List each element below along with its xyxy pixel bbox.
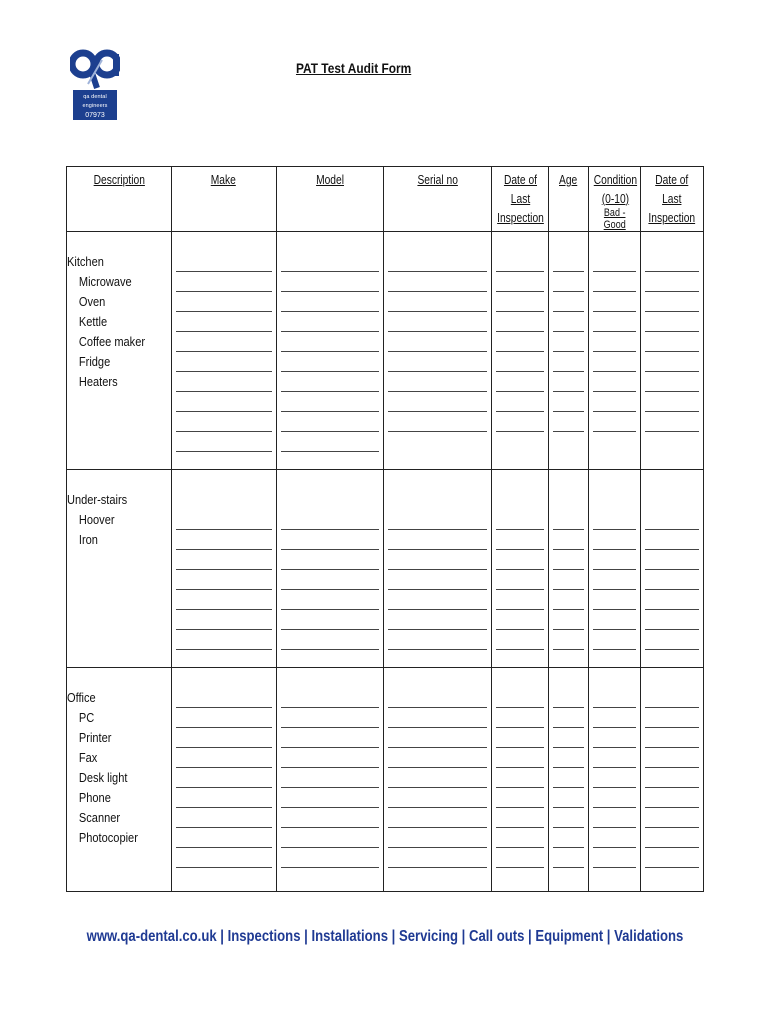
fill-in-line[interactable]	[281, 570, 380, 590]
fill-in-line[interactable]	[593, 610, 636, 630]
fill-in-line[interactable]	[496, 788, 543, 808]
fill-in-line[interactable]	[281, 828, 380, 848]
fill-in-line[interactable]	[281, 708, 380, 728]
item-label: Fridge	[78, 354, 111, 369]
header-row	[67, 167, 704, 232]
fill-in-line[interactable]	[553, 570, 584, 590]
cell-model	[276, 232, 384, 470]
cell-date	[492, 232, 548, 470]
fill-in-line[interactable]	[176, 272, 272, 292]
fill-in-line[interactable]	[176, 352, 272, 372]
cell-date	[492, 470, 548, 668]
fill-in-line[interactable]	[281, 728, 380, 748]
fill-in-line[interactable]	[553, 848, 584, 868]
fill-in-line[interactable]	[645, 808, 699, 828]
fill-in-line[interactable]	[593, 590, 636, 610]
fill-in-line[interactable]	[593, 708, 636, 728]
item-label: Fax	[78, 750, 98, 765]
item-label: Scanner	[78, 810, 121, 825]
col-age: Age	[548, 167, 588, 232]
fill-in-line[interactable]	[645, 412, 699, 432]
fill-in-line[interactable]	[553, 372, 584, 392]
fill-in-line[interactable]	[593, 570, 636, 590]
fill-in-line[interactable]	[593, 788, 636, 808]
fill-in-line[interactable]	[496, 630, 543, 650]
fill-in-line[interactable]	[496, 828, 543, 848]
fill-in-line[interactable]	[176, 372, 272, 392]
fill-in-line[interactable]	[388, 708, 487, 728]
fill-in-line[interactable]	[496, 688, 543, 708]
item-label: PC	[78, 710, 95, 725]
fill-in-line[interactable]	[176, 828, 272, 848]
item-label: Desk light	[78, 770, 128, 785]
cell-serial	[384, 470, 492, 668]
fill-in-line[interactable]	[645, 708, 699, 728]
logo-company-name: qa dental engineers	[82, 94, 108, 109]
section-row	[67, 668, 704, 892]
section-heading: Office	[67, 690, 96, 705]
fill-in-line[interactable]	[388, 590, 487, 610]
fill-in-line[interactable]	[281, 748, 380, 768]
fill-in-line[interactable]	[553, 352, 584, 372]
fill-in-line[interactable]	[176, 768, 272, 788]
cell-condition	[589, 668, 641, 892]
fill-in-line[interactable]	[281, 768, 380, 788]
item-label: Coffee maker	[78, 334, 146, 349]
fill-in-line[interactable]	[496, 728, 543, 748]
fill-in-line[interactable]	[645, 610, 699, 630]
fill-in-line[interactable]	[553, 392, 584, 412]
fill-in-line[interactable]	[176, 412, 272, 432]
fill-in-line[interactable]	[645, 332, 699, 352]
section-row	[67, 470, 704, 668]
fill-in-line[interactable]	[593, 848, 636, 868]
col-date-last-inspection: Date of Last Inspection	[492, 167, 548, 232]
cell-serial	[384, 232, 492, 470]
fill-in-line[interactable]	[388, 688, 487, 708]
fill-in-line[interactable]	[388, 372, 487, 392]
fill-in-line[interactable]	[388, 292, 487, 312]
fill-in-line[interactable]	[593, 808, 636, 828]
fill-in-line[interactable]	[593, 252, 636, 272]
fill-in-line[interactable]	[553, 630, 584, 650]
fill-in-line[interactable]	[176, 530, 272, 550]
fill-in-line[interactable]	[645, 252, 699, 272]
cell-age	[548, 668, 588, 892]
fill-in-line[interactable]	[553, 828, 584, 848]
fill-in-line[interactable]	[496, 748, 543, 768]
item-label: Heaters	[78, 374, 118, 389]
fill-in-line[interactable]	[388, 252, 487, 272]
col-serial: Serial no	[384, 167, 492, 232]
fill-in-line[interactable]	[553, 788, 584, 808]
fill-in-line[interactable]	[388, 848, 487, 868]
section-description	[67, 232, 172, 470]
cell-age	[548, 470, 588, 668]
fill-in-line[interactable]	[281, 530, 380, 550]
fill-in-line[interactable]	[281, 630, 380, 650]
fill-in-line[interactable]	[176, 252, 272, 272]
fill-in-line[interactable]	[281, 352, 380, 372]
cell-age	[548, 232, 588, 470]
fill-in-line[interactable]	[593, 550, 636, 570]
fill-in-line[interactable]	[645, 728, 699, 748]
fill-in-line[interactable]	[496, 352, 543, 372]
fill-in-line[interactable]	[496, 392, 543, 412]
cell-condition	[589, 232, 641, 470]
page-title: PAT Test Audit Form	[295, 60, 412, 76]
cell-model	[276, 668, 384, 892]
item-label: Phone	[78, 790, 111, 805]
fill-in-line[interactable]	[281, 788, 380, 808]
fill-in-line[interactable]	[593, 748, 636, 768]
fill-in-line[interactable]	[553, 510, 584, 530]
fill-in-line[interactable]	[593, 728, 636, 748]
fill-in-line[interactable]	[553, 728, 584, 748]
fill-in-line[interactable]	[281, 372, 380, 392]
cell-condition	[589, 470, 641, 668]
fill-in-line[interactable]	[645, 292, 699, 312]
cell-model	[276, 470, 384, 668]
fill-in-line[interactable]	[176, 728, 272, 748]
fill-in-line[interactable]	[176, 292, 272, 312]
section-description	[67, 668, 172, 892]
fill-in-line[interactable]	[496, 590, 543, 610]
fill-in-line[interactable]	[496, 768, 543, 788]
col-description: Description	[67, 167, 172, 232]
fill-in-line[interactable]	[553, 312, 584, 332]
fill-in-line[interactable]	[281, 292, 380, 312]
fill-in-line[interactable]	[645, 590, 699, 610]
fill-in-line[interactable]	[496, 332, 543, 352]
fill-in-line[interactable]	[496, 372, 543, 392]
col-model: Model	[276, 167, 384, 232]
fill-in-line[interactable]	[388, 550, 487, 570]
fill-in-line[interactable]	[176, 808, 272, 828]
fill-in-line[interactable]	[388, 392, 487, 412]
section-heading: Under-stairs	[67, 492, 128, 507]
fill-in-line[interactable]	[645, 272, 699, 292]
fill-in-line[interactable]	[388, 570, 487, 590]
fill-in-line[interactable]	[645, 510, 699, 530]
fill-in-line[interactable]	[553, 610, 584, 630]
fill-in-line[interactable]	[176, 510, 272, 530]
logo-contact-box	[73, 90, 117, 128]
fill-in-line[interactable]	[593, 510, 636, 530]
fill-in-line[interactable]	[176, 432, 272, 452]
fill-in-line[interactable]	[176, 312, 272, 332]
fill-in-line[interactable]	[553, 550, 584, 570]
fill-in-line[interactable]	[645, 570, 699, 590]
footer-links: www.qa-dental.co.uk | Inspections | Installations | Servicing | Call outs | Equipment | Validations	[86, 928, 684, 945]
fill-in-line[interactable]	[281, 808, 380, 828]
fill-in-line[interactable]	[645, 688, 699, 708]
condition-scale: Bad - Good	[603, 207, 626, 231]
fill-in-line[interactable]	[281, 252, 380, 272]
fill-in-line[interactable]	[553, 272, 584, 292]
audit-table	[66, 166, 704, 892]
fill-in-line[interactable]	[593, 372, 636, 392]
fill-in-line[interactable]	[645, 372, 699, 392]
fill-in-line[interactable]	[593, 292, 636, 312]
fill-in-line[interactable]	[645, 312, 699, 332]
fill-in-line[interactable]	[176, 748, 272, 768]
cell-date2	[641, 668, 704, 892]
fill-in-line[interactable]	[176, 688, 272, 708]
fill-in-line[interactable]	[281, 688, 380, 708]
fill-in-line[interactable]	[645, 788, 699, 808]
section-row	[67, 232, 704, 470]
fill-in-line[interactable]	[176, 392, 272, 412]
fill-in-line[interactable]	[281, 312, 380, 332]
fill-in-line[interactable]	[176, 788, 272, 808]
fill-in-line[interactable]	[496, 312, 543, 332]
fill-in-line[interactable]	[176, 332, 272, 352]
fill-in-line[interactable]	[553, 768, 584, 788]
fill-in-line[interactable]	[645, 828, 699, 848]
fill-in-line[interactable]	[388, 728, 487, 748]
fill-in-line[interactable]	[593, 412, 636, 432]
fill-in-line[interactable]	[176, 610, 272, 630]
fill-in-line[interactable]	[388, 768, 487, 788]
section-heading: Kitchen	[67, 254, 104, 269]
fill-in-line[interactable]	[645, 748, 699, 768]
fill-in-line[interactable]	[496, 412, 543, 432]
fill-in-line[interactable]	[281, 590, 380, 610]
section-description	[67, 470, 172, 668]
fill-in-line[interactable]	[593, 768, 636, 788]
fill-in-line[interactable]	[388, 352, 487, 372]
fill-in-line[interactable]	[496, 708, 543, 728]
cell-date2	[641, 232, 704, 470]
fill-in-line[interactable]	[281, 412, 380, 432]
fill-in-line[interactable]	[553, 530, 584, 550]
fill-in-line[interactable]	[593, 352, 636, 372]
fill-in-line[interactable]	[496, 292, 543, 312]
logo-phone: 07973 739737	[83, 112, 107, 128]
fill-in-line[interactable]	[388, 828, 487, 848]
fill-in-line[interactable]	[553, 688, 584, 708]
fill-in-line[interactable]	[281, 332, 380, 352]
col-condition: Condition (0-10) Bad - Good	[589, 167, 641, 232]
fill-in-line[interactable]	[645, 768, 699, 788]
fill-in-line[interactable]	[496, 272, 543, 292]
fill-in-line[interactable]	[553, 748, 584, 768]
fill-in-line[interactable]	[496, 510, 543, 530]
fill-in-line[interactable]	[553, 412, 584, 432]
fill-in-line[interactable]	[176, 590, 272, 610]
fill-in-line[interactable]	[593, 272, 636, 292]
fill-in-line[interactable]	[388, 748, 487, 768]
fill-in-line[interactable]	[281, 392, 380, 412]
fill-in-line[interactable]	[281, 272, 380, 292]
fill-in-line[interactable]	[593, 530, 636, 550]
col-make: Make	[171, 167, 276, 232]
fill-in-line[interactable]	[593, 688, 636, 708]
fill-in-line[interactable]	[388, 272, 487, 292]
cell-serial	[384, 668, 492, 892]
fill-in-line[interactable]	[496, 570, 543, 590]
fill-in-line[interactable]	[553, 808, 584, 828]
item-label: Printer	[78, 730, 112, 745]
fill-in-line[interactable]	[593, 332, 636, 352]
item-label: Kettle	[78, 314, 108, 329]
fill-in-line[interactable]	[593, 630, 636, 650]
fill-in-line[interactable]	[388, 788, 487, 808]
fill-in-line[interactable]	[496, 808, 543, 828]
company-logo	[70, 40, 120, 128]
fill-in-line[interactable]	[176, 570, 272, 590]
fill-in-line[interactable]	[176, 630, 272, 650]
fill-in-line[interactable]	[645, 550, 699, 570]
fill-in-line[interactable]	[593, 828, 636, 848]
fill-in-line[interactable]	[281, 848, 380, 868]
fill-in-line[interactable]	[388, 510, 487, 530]
fill-in-line[interactable]	[593, 312, 636, 332]
fill-in-line[interactable]	[176, 708, 272, 728]
fill-in-line[interactable]	[645, 352, 699, 372]
fill-in-line[interactable]	[496, 610, 543, 630]
fill-in-line[interactable]	[388, 630, 487, 650]
fill-in-line[interactable]	[553, 252, 584, 272]
fill-in-line[interactable]	[593, 392, 636, 412]
fill-in-line[interactable]	[388, 610, 487, 630]
fill-in-line[interactable]	[281, 550, 380, 570]
item-label: Photocopier	[78, 830, 138, 845]
fill-in-line[interactable]	[645, 392, 699, 412]
col-date-last-inspection-2: Date of Last Inspection	[641, 167, 704, 232]
fill-in-line[interactable]	[388, 530, 487, 550]
fill-in-line[interactable]	[496, 550, 543, 570]
fill-in-line[interactable]	[388, 312, 487, 332]
fill-in-line[interactable]	[496, 530, 543, 550]
fill-in-line[interactable]	[281, 610, 380, 630]
item-label: Iron	[78, 532, 98, 547]
fill-in-line[interactable]	[553, 708, 584, 728]
fill-in-line[interactable]	[645, 530, 699, 550]
fill-in-line[interactable]	[496, 252, 543, 272]
fill-in-line[interactable]	[176, 848, 272, 868]
cell-date2	[641, 470, 704, 668]
fill-in-line[interactable]	[645, 848, 699, 868]
fill-in-line[interactable]	[388, 808, 487, 828]
fill-in-line[interactable]	[496, 848, 543, 868]
item-label: Hoover	[78, 512, 115, 527]
cell-make	[171, 232, 276, 470]
fill-in-line[interactable]	[553, 292, 584, 312]
cell-make	[171, 470, 276, 668]
cell-make	[171, 668, 276, 892]
cell-date	[492, 668, 548, 892]
item-label: Microwave	[78, 274, 132, 289]
fill-in-line[interactable]	[281, 432, 380, 452]
fill-in-line[interactable]	[645, 630, 699, 650]
fill-in-line[interactable]	[553, 332, 584, 352]
fill-in-line[interactable]	[388, 412, 487, 432]
item-label: Oven	[78, 294, 106, 309]
fill-in-line[interactable]	[388, 332, 487, 352]
fill-in-line[interactable]	[553, 590, 584, 610]
fill-in-line[interactable]	[281, 510, 380, 530]
fill-in-line[interactable]	[176, 550, 272, 570]
